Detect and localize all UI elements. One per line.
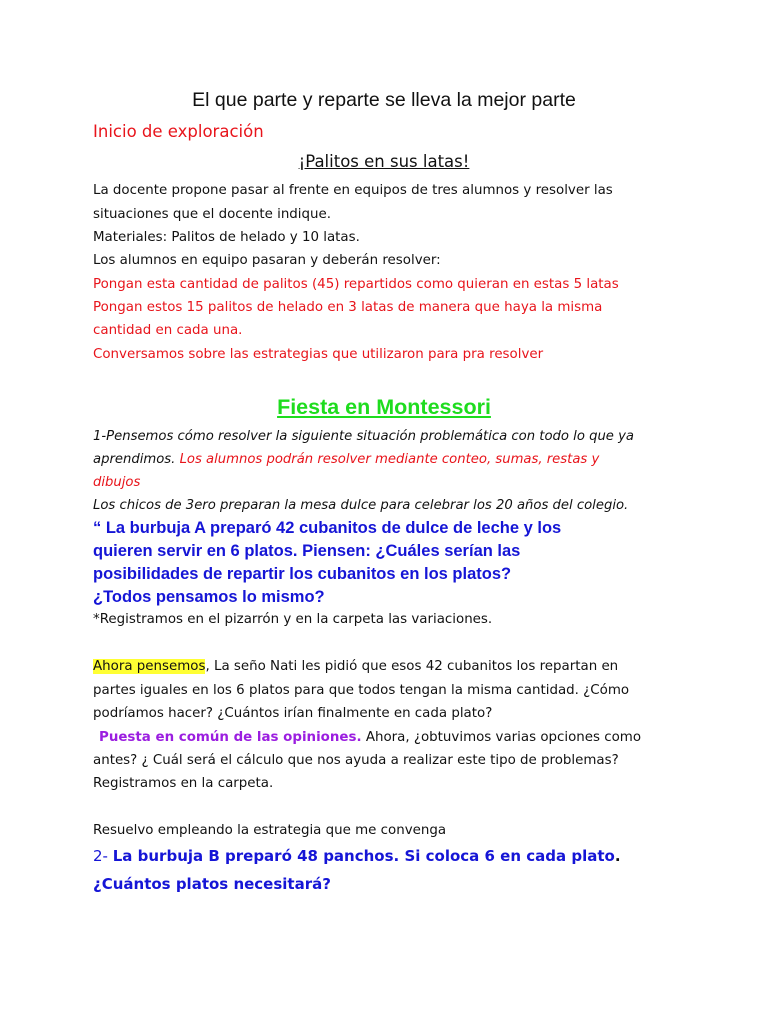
puesta-line-2: antes? ¿ Cuál será el cálculo que nos ayuda a realizar este tipo de problemas? [93, 753, 619, 768]
red-task-2-line-1: Pongan estos 15 palitos de helado en 3 latas de manera que haya la misma [93, 300, 603, 315]
puesta-line-1-rest: Ahora, ¿obtuvimos varias opciones como [361, 730, 642, 745]
problem1-line-1: 1-Pensemos cómo resolver la siguiente situación problemática con todo lo que ya [93, 429, 634, 444]
ahora-line-3: podríamos hacer? ¿Cuántos irían finalmente en cada plato? [93, 706, 493, 721]
red-task-2-line-2: cantidad en cada una. [93, 323, 243, 338]
problem2-line-2: ¿Cuántos platos necesitará? [93, 875, 331, 893]
resuelvo-line: Resuelvo empleando la estrategia que me convenga [93, 823, 447, 838]
problem2-text: La burbuja B preparó 48 panchos. Si coloca 6 en cada plato [112, 847, 615, 865]
puesta-label: Puesta en común de las opiniones. [99, 730, 362, 745]
materials-line: Materiales: Palitos de helado y 10 latas. [93, 230, 360, 245]
puesta-line-3: Registramos en la carpeta. [93, 776, 274, 791]
section-heading: Inicio de exploración [93, 122, 264, 141]
problem1-line-2-black: aprendimos. [93, 452, 180, 467]
problem2-number: 2- [93, 847, 113, 865]
fiesta-heading: Fiesta en Montessori [277, 395, 491, 419]
puesta-line-1 [99, 728, 641, 748]
problem1-line-3: dibujos [93, 475, 141, 490]
intro-line-2: situaciones que el docente indique. [93, 207, 332, 222]
quote-line-4: ¿Todos pensamos lo mismo? [93, 588, 325, 606]
ahora-line-2: partes iguales en los 6 platos para que todos tengan la misma cantidad. ¿Cómo [93, 683, 630, 698]
red-task-1: Pongan esta cantidad de palitos (45) repartidos como quieran en estas 5 latas [93, 277, 619, 292]
quote-line-1: “ La burbuja A preparó 42 cubanitos de dulce de leche y los [93, 519, 562, 537]
document-title: El que parte y reparte se lleva la mejor parte [192, 89, 576, 111]
problem2-line-1 [93, 846, 621, 866]
intro-line-1: La docente propone pasar al frente en equipos de tres alumnos y resolver las [93, 183, 613, 198]
ahora-line-1-rest: , La seño Nati les pidió que esos 42 cubanitos los repartan en [205, 659, 619, 674]
register-note: *Registramos en el pizarrón y en la carpeta las variaciones. [93, 612, 493, 627]
ahora-highlight: Ahora pensemos [93, 659, 206, 674]
problem1-line-4: Los chicos de 3ero preparan la mesa dulce para celebrar los 20 años del colegio. [93, 498, 629, 513]
teams-line: Los alumnos en equipo pasaran y deberán resolver: [93, 253, 441, 268]
subtitle: ¡Palitos en sus latas! [298, 152, 470, 171]
ahora-line-1 [93, 657, 618, 677]
problem1-line-2-red: Los alumnos podrán resolver mediante conteo, sumas, restas y [179, 452, 600, 467]
problem1-line-2 [93, 450, 599, 470]
problem2-period: . [614, 847, 621, 865]
quote-line-3: posibilidades de repartir los cubanitos en los platos? [93, 565, 512, 583]
quote-line-2: quieren servir en 6 platos. Piensen: ¿Cuáles serían las [93, 542, 521, 560]
red-task-3: Conversamos sobre las estrategias que utilizaron para pra resolver [93, 347, 544, 362]
